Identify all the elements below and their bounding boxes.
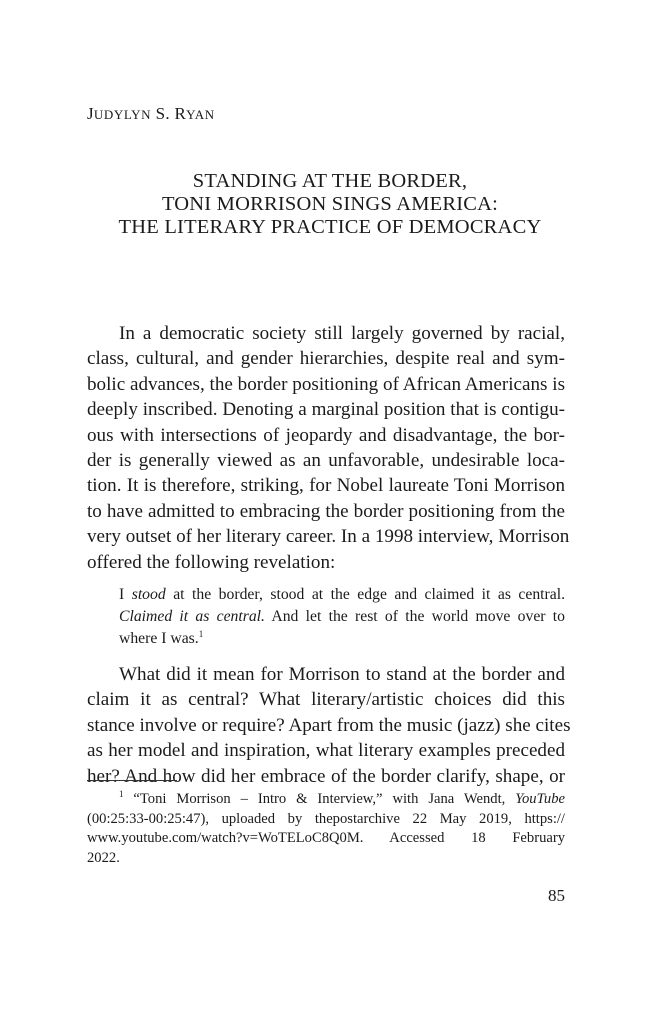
footnote-line [87,790,565,810]
text-line: bolic advances, the border positioning of African Americans is [87,373,565,395]
text-line: What did it mean for Morrison to stand at the border and [119,664,565,686]
author-first-name: UDYLYN [93,107,152,122]
footnote-url-line[interactable]: www.youtube.com/watch?v=WoTELoC8Q0M. Accessed 18 February [87,830,565,846]
text-line: tion. It is therefore, striking, for Nobel laureate Toni Morrison [87,475,565,497]
paragraph-1 [87,321,570,575]
footnote-line: (00:25:33-00:25:47), uploaded by thepostarchive 22 May 2019, https:// [87,810,565,827]
title-line: THE LITERARY PRACTICE OF DEMOCRACY [118,216,542,238]
text-line: der is generally viewed as an unfavorable, undesirable loca- [87,450,565,472]
quote-text: I [119,586,132,604]
article-body [87,321,571,789]
title-line: STANDING AT THE BORDER, [192,170,468,192]
footnote-number: 1 [119,789,124,799]
quote-line [119,628,565,650]
text-line: claim it as central? What literary/artistic choices did this [87,689,565,711]
running-header-author [87,104,215,124]
footnote-line: 2022. [87,849,120,866]
text-line: stance involve or require? Apart from the music (jazz) she cites [87,714,571,736]
text-line: very outset of her literary career. In a 1998 interview, Morrison [87,526,570,548]
footnote-emphasis: YouTube [515,791,565,807]
quote-line [119,584,565,606]
title-line: TONI MORRISON SINGS AMERICA: [161,193,499,215]
text-line: as her model and inspiration, what literary examples preceded [87,740,565,762]
text-line: offered the following revelation: [87,551,336,573]
quote-emphasis: stood [131,586,166,604]
text-line: class, cultural, and gender hierarchies, despite real and sym- [87,348,565,370]
footnote-divider [87,780,177,781]
block-quote [119,584,565,650]
footnote [87,790,565,868]
quote-line [119,606,565,628]
author-last-initial: R [174,104,187,123]
paragraph-2 [87,662,571,789]
text-line: In a democratic society still largely governed by racial, [119,323,565,344]
page-number: 85 [548,886,565,905]
footnote-reference[interactable]: 1 [198,629,204,640]
quote-text: where I was. [119,630,199,648]
quote-text: And let the rest of the world move over to [264,608,565,626]
text-line: to have admitted to embracing the border positioning from the [87,500,565,522]
author-first-initial: J [87,104,94,123]
author-middle-initial: S. [155,104,175,123]
text-line: ous with intersections of jeopardy and disadvantage, the bor- [87,424,565,446]
footnote-text: “Toni Morrison – Intro & Interview,” with Jana Wendt, [123,791,516,807]
author-last-name: YAN [186,107,215,122]
text-line: her? And how did her embrace of the border clarify, shape, or [87,765,565,787]
text-line: deeply inscribed. Denoting a marginal position that is contigu- [87,399,565,421]
quote-text: at the border, stood at the edge and claimed it as central. [165,586,566,604]
article-title [60,170,600,239]
quote-emphasis: Claimed it as central. [119,608,265,626]
